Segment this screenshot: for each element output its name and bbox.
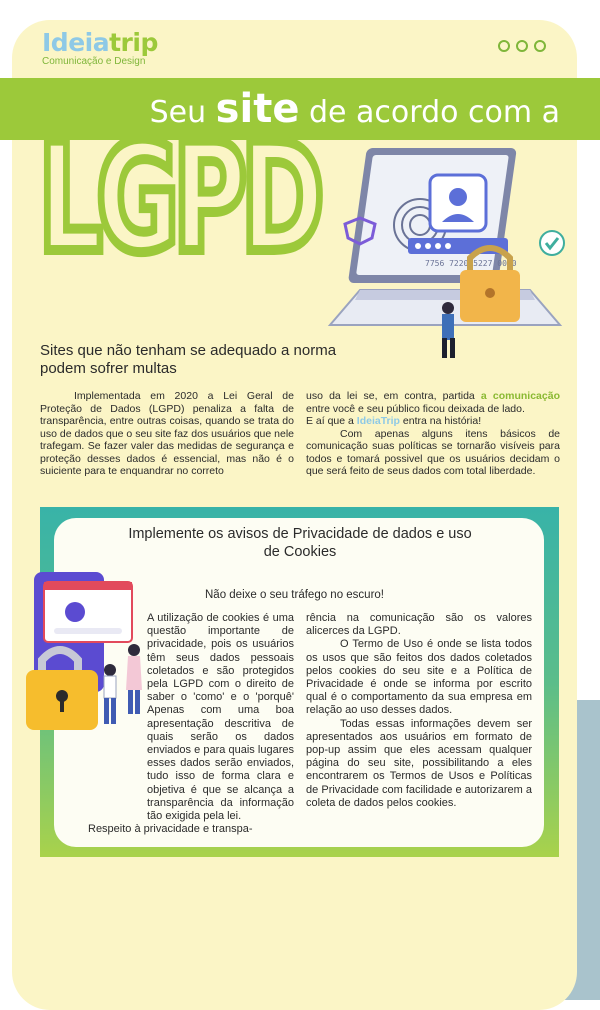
- headline: [150, 86, 560, 132]
- section2-left-p1: A utilização de cookies é uma questão importante de privacidade, pois os usuários têm seus dados pessoais coletados e são protegidos pela LGPD com o direito de saber o 'como' e o 'porquê' Apenas com uma boa apresentação descritiva de quais serão os dados enviados e para quais lugares esses dados serão enviados, tudo isso de forma clara e objetiva é que se alcança a transparência da informação tão exigida pela lei.: [147, 612, 294, 823]
- col2-highlight: a comunicação: [480, 390, 560, 402]
- window-dots: [498, 40, 546, 52]
- col2-text-a: uso da lei se, em contra, partida: [306, 390, 481, 402]
- section2-right: [306, 612, 532, 810]
- headline-big: site: [215, 86, 300, 132]
- lgpd-text: LGPD: [38, 132, 320, 262]
- headline-post: de acordo com a: [299, 95, 560, 130]
- logo-tagline: Comunicação e Design: [42, 56, 146, 67]
- section1-col2: [306, 390, 560, 478]
- section1-col2-p2: [306, 415, 560, 428]
- ideiatrip-logo: [42, 30, 158, 67]
- col2-brand: IdeiaTrip: [356, 415, 400, 427]
- section1-col2-p3: Com apenas alguns itens básicos de comunicação suas políticas se tornarão visíveis para todos e tomará possivel que os usuários decidam o que será feito de seus dados com total liberdade.: [306, 427, 560, 477]
- section2-right-p1: rência na comunicação são os valores alicerces da LGPD.: [306, 612, 532, 638]
- security-laptop-illustration: [320, 140, 570, 365]
- section2-left: [54, 612, 294, 836]
- code-text: 7756 7220 5227 0000: [425, 259, 517, 268]
- logo-part1: Ideia: [42, 28, 110, 57]
- dot-icon: [534, 40, 546, 52]
- section2-right-p3: Todas essas informações devem ser apresentados aos usuários em formato de pop-up assim que eles acessam qualquer página do seu site, possibilitando a eles encontrarem os Termos de Usos e Políticas de Privacidade com facilidade e autorizarem a coleta de dados pelos cookies.: [306, 717, 532, 809]
- section2-title: Implemente os avisos de Privacidade de dados e uso de Cookies: [128, 526, 472, 560]
- section1-title: Sites que não tenham se adequado a norma podem sofrer multas: [40, 342, 337, 377]
- section1-col2-p1: [306, 390, 560, 415]
- section2-subtitle: Não deixe o seu tráfego no escuro!: [205, 589, 385, 601]
- logo-part2: trip: [109, 28, 158, 57]
- col2-text-c: E aí que a: [306, 415, 357, 427]
- section2-right-p2: O Termo de Uso é onde se lista todos os usos que são feitos dos dados coletados pelos cookies do seu site e a Política de Privacidade é onde se informa por escrito qual é o comportamento da sua empresa em relação ao uso desses dados.: [306, 638, 532, 717]
- dot-icon: [516, 40, 528, 52]
- person-icon: [442, 302, 455, 358]
- section2-left-p2: Respeito à privacidade e transpa-: [88, 823, 253, 836]
- section1-col1: [40, 390, 294, 478]
- check-icon: [540, 231, 564, 255]
- lgpd-title: [38, 132, 328, 262]
- col2-text-b: entre você e seu público ficou deixada de lado.: [306, 402, 525, 415]
- headline-pre: Seu: [149, 95, 216, 130]
- col2-text-d: entra na história!: [399, 415, 482, 427]
- dot-icon: [498, 40, 510, 52]
- section1-col1-text: Implementada em 2020 a Lei Geral de Proteção de Dados (LGPD) penaliza a falta de transparência, entre outras coisas, quando se trata do uso de dados que o seu site faz dos usuários que nele trafegam. Se fazer valer das medidas de segurança e proteção desses dados é essencial, mas não é o suiciente para te enquandrar no correto: [40, 390, 294, 477]
